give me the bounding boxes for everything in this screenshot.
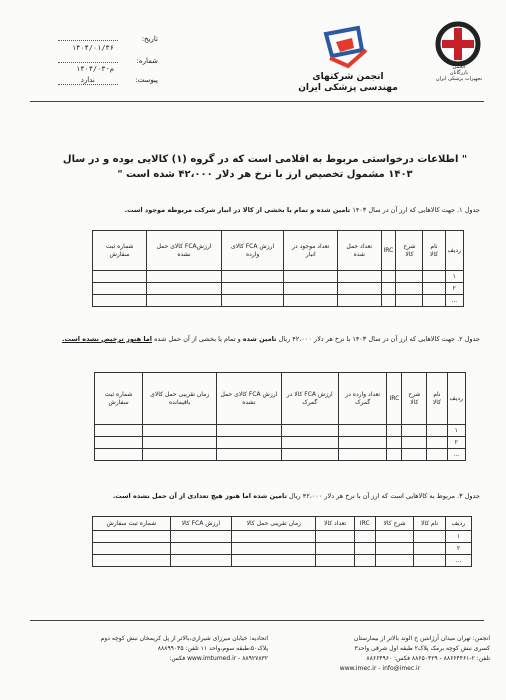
table-cell	[281, 425, 338, 437]
imec-emblem-icon	[296, 20, 400, 70]
table-cell	[387, 425, 402, 437]
column-header: زمان تقریبی حمل کالا	[232, 517, 316, 531]
table-cell	[284, 295, 338, 307]
table-cell	[232, 543, 316, 555]
row-number: ...	[445, 555, 471, 567]
org-small-title-3: تجهیزات پزشکی ایران	[435, 76, 483, 82]
column-header: ارزش FCA کالا	[170, 517, 232, 531]
table-cell	[284, 283, 338, 295]
column-header: ارزشFCA کالای حمل نشده	[147, 231, 221, 271]
table-cell	[375, 555, 414, 567]
table-cell	[93, 283, 147, 295]
table-cell	[338, 295, 382, 307]
number-value: م-۱۴۰۴/۰۳	[76, 65, 114, 73]
table-cell	[143, 425, 217, 437]
column-header: تعداد وارده در گمرک	[338, 373, 387, 425]
table-cell	[170, 555, 232, 567]
table-cell	[147, 271, 221, 283]
table-row	[93, 271, 464, 283]
column-header: IRC	[387, 373, 402, 425]
column-header: IRC	[354, 517, 375, 531]
table-cell	[423, 271, 445, 283]
table-cell	[387, 449, 402, 461]
table-cell	[427, 437, 447, 449]
table-cell	[338, 437, 387, 449]
table-cell	[414, 531, 446, 543]
column-header: زمان تقریبی حمل کالای باقیمانده	[143, 373, 217, 425]
column-header: ردیف	[445, 517, 471, 531]
row-number: ۲	[445, 543, 471, 555]
section2-caption: جدول ۲. جهت کالاهایی که ارز آن در سال ۱۴۰۳ با نرخ هر دلار ۴۲،۰۰۰ ریال تامین شده و تمام یا بخشی از آن حمل شده اما هنوز ترخیص نشده است.	[62, 335, 480, 343]
table-cell	[170, 543, 232, 555]
attachment-row	[58, 76, 158, 85]
table-row	[95, 425, 466, 437]
table-cell	[221, 271, 284, 283]
table-cell	[93, 271, 147, 283]
row-number: ...	[445, 295, 463, 307]
red-cross-circle-icon	[418, 20, 498, 66]
column-header: شماره ثبت سفارش	[93, 231, 147, 271]
table-cell	[338, 283, 382, 295]
row-number: ۱	[447, 425, 465, 437]
column-header: تعداد کالا	[316, 517, 354, 531]
table-row	[93, 295, 464, 307]
table-cell	[402, 449, 427, 461]
row-number: ۱	[445, 531, 471, 543]
table-cell	[221, 295, 284, 307]
footer-divider	[30, 620, 484, 621]
section3-caption: جدول ۳. مربوط به کالاهایی است که ارز آن با نرخ هر دلار ۴۲،۰۰۰ ریال تامین شده اما هنوز هیچ تعدادی از آن حمل نشده است.	[112, 492, 480, 500]
table-cell	[217, 449, 281, 461]
table-3	[92, 516, 472, 567]
org-small-title-1: انجمن	[452, 64, 466, 70]
table-header-row	[95, 373, 466, 425]
table-cell	[93, 295, 147, 307]
table-cell	[396, 271, 423, 283]
table-header-row	[93, 517, 472, 531]
imec-logo	[296, 20, 400, 100]
footer-union-website[interactable]: www.imtumed.ir - ۸۸۹۲۷۸۳۲ فکس:	[169, 655, 268, 662]
column-header: ارزش FCA کالای وارده	[221, 231, 284, 271]
table-cell	[232, 531, 316, 543]
table-cell	[396, 283, 423, 295]
table-cell	[232, 555, 316, 567]
table-cell	[381, 295, 396, 307]
table-cell	[354, 543, 375, 555]
table-cell	[338, 271, 382, 283]
column-header: تعداد حمل شده	[338, 231, 382, 271]
footer-imec-website[interactable]: www.imec.ir - info@imec.ir	[339, 665, 421, 672]
table-cell	[93, 531, 171, 543]
footer-union-address: اتحادیه: خیابان میرزای شیرازی،بالاتر از پل کریمخان نبش کوچه دوم پلاک۵۰،طبقه سوم،واحد ۱۱ تلفن: ۸۸۸۹۹۰۴۵ www.imtumed.ir - ۸۸۹۲۷۸۳۲ فکس:	[64, 634, 268, 664]
table-cell	[354, 555, 375, 567]
column-header: شرح کالا	[396, 231, 423, 271]
column-header: تعداد موجود در انبار	[284, 231, 338, 271]
table-cell	[338, 425, 387, 437]
table-cell	[402, 437, 427, 449]
column-header: نام کالا	[423, 231, 445, 271]
table-cell	[93, 555, 171, 567]
table-cell	[284, 271, 338, 283]
table-cell	[281, 449, 338, 461]
table-cell	[381, 271, 396, 283]
header-divider	[30, 101, 484, 102]
date-label: تاریخ:	[141, 35, 158, 43]
table-cell	[316, 555, 354, 567]
org-small-title-2: بازرگانان	[449, 70, 469, 76]
column-header: ردیف	[447, 373, 465, 425]
table-row	[95, 449, 466, 461]
table-row	[93, 531, 472, 543]
table-cell	[414, 543, 446, 555]
table-cell	[95, 437, 143, 449]
table-cell	[375, 531, 414, 543]
table-1	[92, 230, 464, 307]
row-number: ۱	[445, 271, 463, 283]
row-number: ...	[447, 449, 465, 461]
column-header: ردیف	[445, 231, 463, 271]
column-header: شماره ثبت سفارش	[95, 373, 143, 425]
table-row	[93, 555, 472, 567]
table-cell	[217, 437, 281, 449]
column-header: ارزش FCA کالا در گمرک	[281, 373, 338, 425]
table-header-row	[93, 231, 464, 271]
table-row	[93, 283, 464, 295]
table-cell	[427, 425, 447, 437]
table-cell	[402, 425, 427, 437]
table-row	[93, 543, 472, 555]
table-cell	[143, 449, 217, 461]
table-cell	[143, 437, 217, 449]
table-cell	[281, 437, 338, 449]
column-header: شرح کالا	[375, 517, 414, 531]
column-header: ارزش FCA کالای حمل نشده	[217, 373, 281, 425]
table-cell	[423, 283, 445, 295]
date-value: ۱۴۰۴/۰۱/۳۶	[71, 44, 114, 52]
attachment-value: ندارد	[58, 76, 118, 85]
table-cell	[95, 425, 143, 437]
table-cell	[387, 437, 402, 449]
table-cell	[396, 295, 423, 307]
column-header: IRC	[381, 231, 396, 271]
number-row	[58, 54, 158, 65]
table-cell	[147, 283, 221, 295]
column-header: نام کالا	[427, 373, 447, 425]
table-cell	[427, 449, 447, 461]
table-cell	[93, 543, 171, 555]
table-cell	[375, 543, 414, 555]
date-row	[58, 32, 158, 43]
footer-imec-address: انجمن: تهران میدان آرژانتین خ الوند بالاتر از بیمارستان کسری نبش کوچه برمک پلاک۲ طبقه اول شرقی واحد۳ تلفن: ۲-۸۸۶۶۴۴۶۱ - ۸۸۶۵۰۴۲۹ فکس: ۸۸۶۶۴۹۶۰ www.imec.ir - info@imec.ir	[270, 634, 490, 674]
table-cell	[316, 531, 354, 543]
table-cell	[147, 295, 221, 307]
table-cell	[217, 425, 281, 437]
column-header: شماره ثبت سفارش	[93, 517, 171, 531]
table-cell	[423, 295, 445, 307]
org-mid-title-2: مهندسی پزشکی ایران	[298, 83, 398, 93]
table-cell	[316, 543, 354, 555]
row-number: ۲	[445, 283, 463, 295]
table-cell	[414, 555, 446, 567]
table-cell	[221, 283, 284, 295]
section1-caption: جدول ۱. جهت کالاهایی که ارز آن در سال ۱۴۰۳ تامین شده و تمام یا بخشی از کالا در انبار شرکت مربوطه موجود است.	[124, 206, 480, 214]
table-cell	[95, 449, 143, 461]
document-headline: " اطلاعات درخواستی مربوط به اقلامی است که در گروه (۱) کالایی بوده و در سال ۱۴۰۳ مشمول تخصیص ارز با نرخ هر دلار ۴۲،۰۰۰ شده است "	[62, 154, 468, 180]
number-label: شماره:	[136, 57, 158, 65]
table-cell	[381, 283, 396, 295]
table-row	[95, 437, 466, 449]
traders-association-logo	[418, 20, 498, 82]
row-number: ۲	[447, 437, 465, 449]
attachment-label: پیوست:	[135, 76, 158, 84]
table-2	[94, 372, 466, 461]
table-cell	[354, 531, 375, 543]
column-header: شرح کالا	[402, 373, 427, 425]
table-cell	[338, 449, 387, 461]
table-cell	[170, 531, 232, 543]
column-header: نام کالا	[414, 517, 446, 531]
org-mid-title-1: انجمن شرکتهای	[312, 72, 384, 82]
